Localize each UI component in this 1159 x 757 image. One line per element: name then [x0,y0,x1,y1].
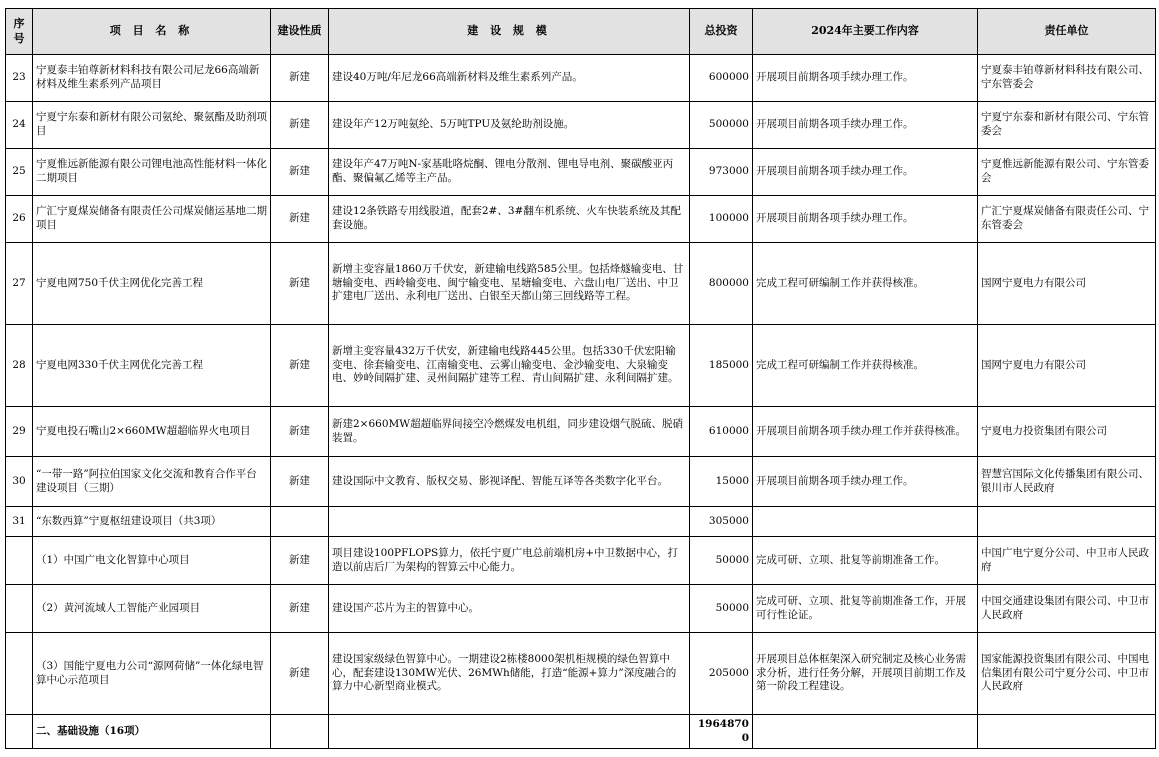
cell-unit: 中国交通建设集团有限公司、中卫市人民政府 [978,585,1156,633]
cell-work: 开展项目总体框架深入研究制定及核心业务需求分析，进行任务分解，开展项目前期工作及第一阶段工程建设。 [753,633,978,715]
project-table-sheet [5,8,1155,749]
cell-type: 新建 [271,55,329,102]
cell-unit: 国网宁夏电力有限公司 [978,243,1156,325]
cell-type [271,507,329,537]
cell-investment: 185000 [690,325,753,407]
cell-investment: 50000 [690,537,753,585]
header-scale: 建 设 规 模 [329,9,690,55]
cell-type: 新建 [271,585,329,633]
cell-no: 28 [6,325,33,407]
cell-type: 新建 [271,325,329,407]
cell-no [6,633,33,715]
cell-work: 完成工程可研编制工作并获得核准。 [753,243,978,325]
project-table [5,8,1156,749]
cell-no: 31 [6,507,33,537]
cell-work: 开展项目前期各项手续办理工作。 [753,457,978,507]
header-work: 2024年主要工作内容 [753,9,978,55]
cell-scale: 建设12条铁路专用线股道，配套2#、3#翻车机系统、火车快装系统及其配套设施。 [329,196,690,243]
cell-investment: 610000 [690,407,753,457]
cell-work: 开展项目前期各项手续办理工作。 [753,102,978,149]
header-unit: 责任单位 [978,9,1156,55]
cell-investment: 800000 [690,243,753,325]
header-investment: 总投资 [690,9,753,55]
cell-project-name: “一带一路”阿拉伯国家文化交流和教育合作平台建设项目（三期） [33,457,271,507]
cell-project-name: 宁夏泰丰铂尊新材料科技有限公司尼龙66高端新材料及维生素系列产品项目 [33,55,271,102]
cell-investment: 100000 [690,196,753,243]
cell-unit: 广汇宁夏煤炭储备有限责任公司、宁东管委会 [978,196,1156,243]
cell-project-name: （1）中国广电文化智算中心项目 [33,537,271,585]
table-header-row [6,9,1156,55]
cell-work: 开展项目前期各项手续办理工作。 [753,196,978,243]
cell-no: 25 [6,149,33,196]
cell-unit: 国网宁夏电力有限公司 [978,325,1156,407]
cell-project-name: 宁夏宁东泰和新材有限公司氨纶、聚氨酯及助剂项目 [33,102,271,149]
cell-investment: 600000 [690,55,753,102]
cell-unit: 国家能源投资集团有限公司、中国电信集团有限公司宁夏分公司、中卫市人民政府 [978,633,1156,715]
summary-no [6,715,33,749]
cell-scale: 建设年产12万吨氨纶、5万吨TPU及氨纶助剂设施。 [329,102,690,149]
summary-work [753,715,978,749]
cell-work [753,507,978,537]
cell-scale: 建设年产47万吨N-家基吡咯烷酮、锂电分散剂、锂电导电剂、聚碳酸亚丙酯、聚偏氟乙烯等主产品。 [329,149,690,196]
cell-no [6,585,33,633]
cell-no: 29 [6,407,33,457]
cell-unit [978,507,1156,537]
cell-investment: 50000 [690,585,753,633]
cell-project-name: 宁夏电投石嘴山2×660MW超超临界火电项目 [33,407,271,457]
cell-scale [329,507,690,537]
cell-work: 完成可研、立项、批复等前期准备工作。 [753,537,978,585]
cell-work: 完成可研、立项、批复等前期准备工作，开展可行性论证。 [753,585,978,633]
cell-scale: 新建2×660MW超超临界间接空冷燃煤发电机组，同步建设烟气脱硫、脱硝装置。 [329,407,690,457]
summary-scale [329,715,690,749]
summary-investment: 19648700 [690,715,753,749]
cell-type: 新建 [271,196,329,243]
cell-unit: 智慧宫国际文化传播集团有限公司、银川市人民政府 [978,457,1156,507]
cell-project-name: 宁夏电网750千伏主网优化完善工程 [33,243,271,325]
cell-project-name: （2）黄河流域人工智能产业园项目 [33,585,271,633]
table-row [6,507,1156,537]
cell-type: 新建 [271,149,329,196]
cell-investment: 15000 [690,457,753,507]
cell-no: 30 [6,457,33,507]
cell-investment: 205000 [690,633,753,715]
cell-project-name: 宁夏惟远新能源有限公司锂电池高性能材料一体化二期项目 [33,149,271,196]
cell-scale: 建设国家级绿色智算中心。一期建设2栋楼8000架机柜规模的绿色智算中心，配套建设130MW光伏、26MWh储能，打造“能源+算力”深度融合的算力中心新型商业模式。 [329,633,690,715]
cell-no [6,537,33,585]
cell-work: 完成工程可研编制工作并获得核准。 [753,325,978,407]
cell-scale: 新增主变容量432万千伏安，新建输电线路445公里。包括330千伏宏阳输变电、徐套输变电、江南输变电、云雾山输变电、金沙输变电、大泉输变电、妙岭间隔扩建、灵州间隔扩建等工程、青山间隔扩建、永利间隔扩建。 [329,325,690,407]
cell-type: 新建 [271,407,329,457]
cell-project-name: “东数西算”宁夏枢纽建设项目（共3项） [33,507,271,537]
cell-unit: 中国广电宁夏分公司、中卫市人民政府 [978,537,1156,585]
cell-type: 新建 [271,457,329,507]
table-row [6,243,1156,325]
table-row [6,407,1156,457]
header-no: 序号 [6,9,33,55]
cell-type: 新建 [271,243,329,325]
cell-no: 23 [6,55,33,102]
cell-investment: 305000 [690,507,753,537]
cell-scale: 建设国产芯片为主的智算中心。 [329,585,690,633]
cell-work: 开展项目前期各项手续办理工作。 [753,55,978,102]
cell-unit: 宁夏宁东泰和新材有限公司、宁东管委会 [978,102,1156,149]
table-row [6,102,1156,149]
table-row [6,633,1156,715]
cell-investment: 500000 [690,102,753,149]
cell-unit: 宁夏惟远新能源有限公司、宁东管委会 [978,149,1156,196]
cell-no: 27 [6,243,33,325]
cell-unit: 宁夏泰丰铂尊新材料科技有限公司、宁东管委会 [978,55,1156,102]
cell-project-name: （3）国能宁夏电力公司“源网荷储”一体化绿电智算中心示范项目 [33,633,271,715]
table-row [6,457,1156,507]
header-name: 项 目 名 称 [33,9,271,55]
cell-investment: 973000 [690,149,753,196]
cell-no: 26 [6,196,33,243]
table-body [6,55,1156,749]
table-row [6,149,1156,196]
table-row [6,537,1156,585]
table-row [6,196,1156,243]
cell-no: 24 [6,102,33,149]
summary-row [6,715,1156,749]
summary-label: 二、基础设施（16项） [33,715,271,749]
cell-work: 开展项目前期各项手续办理工作。 [753,149,978,196]
cell-scale: 建设40万吨/年尼龙66高端新材料及维生素系列产品。 [329,55,690,102]
cell-type: 新建 [271,537,329,585]
cell-unit: 宁夏电力投资集团有限公司 [978,407,1156,457]
table-row [6,585,1156,633]
cell-type: 新建 [271,102,329,149]
cell-scale: 项目建设100PFLOPS算力，依托宁夏广电总前端机房+中卫数据中心，打造以前店后厂为架构的智算云中心能力。 [329,537,690,585]
cell-scale: 建设国际中文教育、版权交易、影视译配、智能互译等各类数字化平台。 [329,457,690,507]
table-row [6,55,1156,102]
table-row [6,325,1156,407]
cell-type: 新建 [271,633,329,715]
cell-project-name: 广汇宁夏煤炭储备有限责任公司煤炭储运基地二期项目 [33,196,271,243]
cell-work: 开展项目前期各项手续办理工作并获得核准。 [753,407,978,457]
cell-scale: 新增主变容量1860万千伏安，新建输电线路585公里。包括烽燧输变电、甘塘输变电、西岭输变电、闽宁输变电、星塘输变电、六盘山电厂送出、中卫扩建电厂送出、永利电厂送出、白银至天都山第三回线路等工程。 [329,243,690,325]
summary-type [271,715,329,749]
cell-project-name: 宁夏电网330千伏主网优化完善工程 [33,325,271,407]
summary-unit [978,715,1156,749]
header-type: 建设性质 [271,9,329,55]
